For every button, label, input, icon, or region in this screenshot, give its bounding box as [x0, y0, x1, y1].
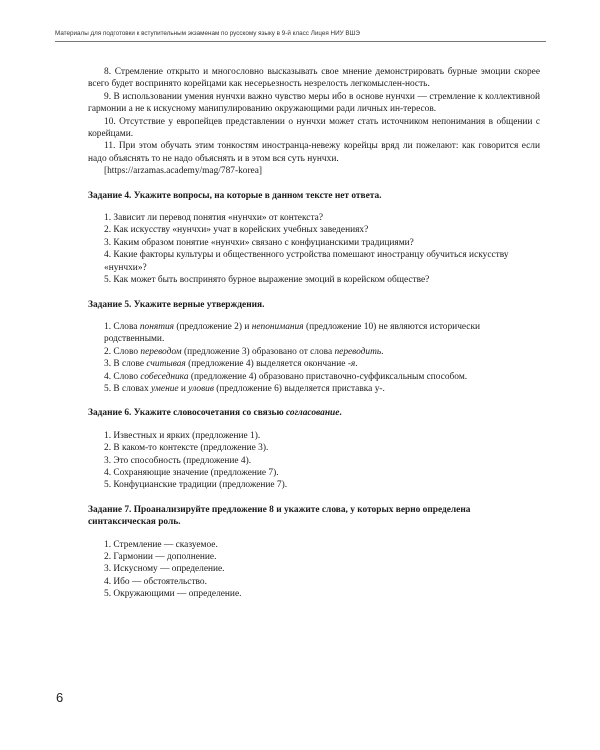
list-item: 3. Каким образом понятие «нунчхи» связано с конфуцианскими традициями? — [104, 237, 414, 248]
task4-title: Задание 4. Укажите вопросы, на которые в данном тексте нет ответа. — [88, 190, 382, 201]
list-item: 2. Как искусству «нунчхи» учат в корейских учебных заведениях? — [104, 225, 369, 236]
page-number: 6 — [56, 690, 64, 705]
list-item: 4. Какие факторы культуры и общественного устройства помешают иностранцу обучиться искусству «нунчхи»? — [104, 250, 509, 273]
list-item: 5. Как может быть воспринято бурное выражение эмоций в корейском обществе? — [104, 275, 430, 286]
task5-title: Задание 5. Укажите верные утверждения. — [88, 299, 265, 310]
task6-title: Задание 6. Укажите словосочетания со связью согласование. — [88, 408, 342, 419]
page-content — [88, 66, 540, 601]
list-item: 5. Окружающими — определение. — [104, 589, 242, 600]
task4-list — [88, 212, 540, 286]
list-item: 5. В словах умение и уловив (предложение 6) выделяется приставка у-. — [104, 383, 385, 394]
list-item: 2. Слово переводом (предложение 3) образовано от слова переводить. — [104, 346, 384, 357]
list-item: 1. Слова понятия (предложение 2) и непонимания (предложение 10) не являются исторически родственными. — [104, 321, 481, 345]
text-paragraph-8: 8. Стремление открыто и многословно высказывать свое мнение демонстрировать бурные эмоции скорее всего будет воспринято корейцами как несерьезность незрелость легкомыслен-ность. — [88, 67, 540, 90]
text-paragraph-9: 9. В использовании умения нунчхи важно чувство меры ибо в основе нунчхи — стремление к коллективной гармонии а не к искусному манипулированию окружающими ради личных ин-тересов. — [88, 91, 540, 115]
task7-title: Задание 7. Проанализируйте предложение 8 и укажите слова, у которых верно определена синтаксическая роль. — [88, 504, 471, 528]
list-item: 3. Искусному — определение. — [104, 564, 225, 575]
task5-list — [88, 321, 540, 395]
list-item: 5. Конфуцианские традиции (предложение 7). — [104, 480, 288, 491]
list-item: 4. Ибо — обстоятельство. — [104, 576, 207, 587]
text-paragraph-11: 11. При этом обучать этим тонкостям иностранца-невежу корейцы вряд ли пожелают: как говорится если надо объяснять то не надо объяснять и в этом вся суть нунчхи. — [88, 141, 540, 164]
list-item: 2. Гармонии — дополнение. — [104, 552, 217, 562]
page-header: Материалы для подготовки к вступительным экзаменам по русскому языку в 9-й класс Лицея НИУ ВШЭ — [55, 30, 546, 42]
source-link: [https://arzamas.academy/mag/787-korea] — [104, 166, 263, 177]
list-item: 1. Известных и ярких (предложение 1). — [104, 430, 261, 441]
list-item: 4. Слово собеседника (предложение 4) образовано приставочно-суффиксальным способом. — [104, 371, 468, 382]
task6-list — [88, 430, 540, 492]
list-item: 4. Сохраняющие значение (предложение 7). — [104, 467, 279, 478]
list-item: 1. Зависит ли перевод понятия «нунчхи» от контекста? — [104, 213, 323, 224]
text-paragraph-10: 10. Отсутствие у европейцев представлении о нунчхи может стать источником непонимания в общении с корейцами. — [88, 116, 540, 140]
task7-list — [88, 539, 540, 601]
list-item: 2. В каком-то контексте (предложение 3). — [104, 443, 269, 454]
list-item: 3. Это способность (предложение 4). — [104, 455, 252, 466]
list-item: 3. В слове считывая (предложение 4) выделяется окончание -я. — [104, 359, 358, 370]
list-item: 1. Стремление — сказуемое. — [104, 539, 218, 550]
